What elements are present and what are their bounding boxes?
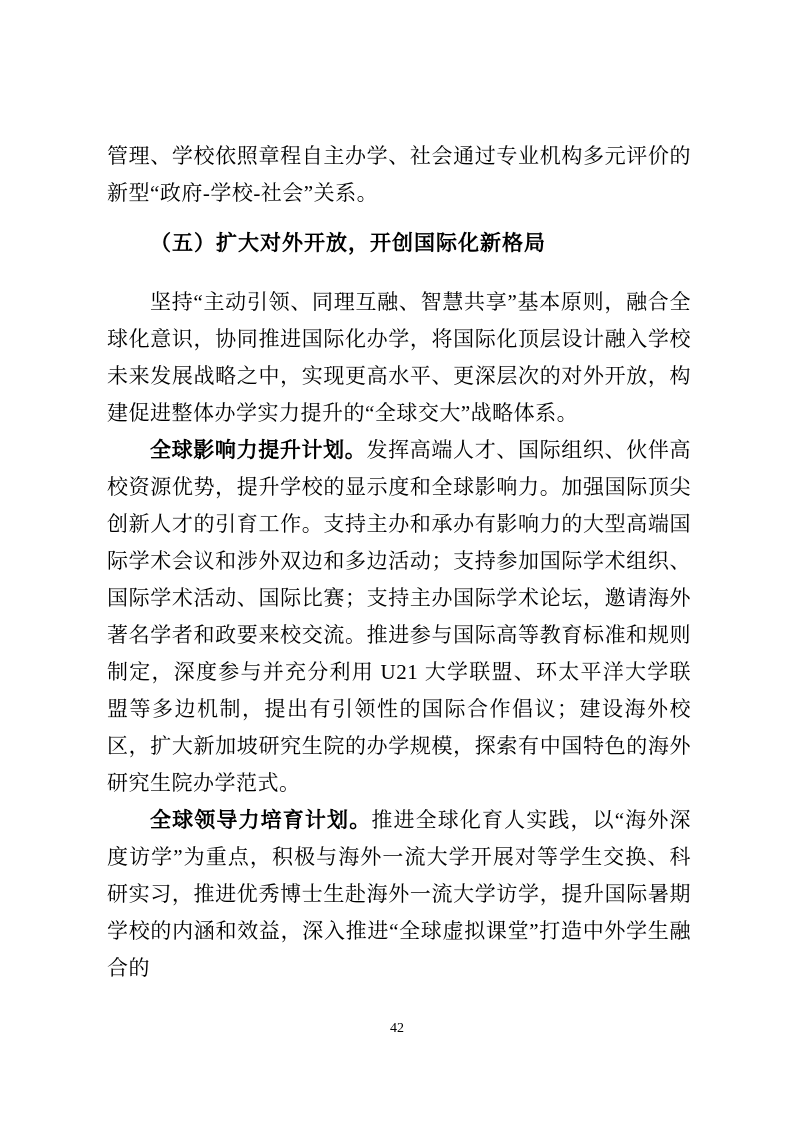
paragraph-basic-principles: [107, 284, 691, 432]
paragraph-text: 坚持“主动引领、同理互融、智慧共享”基本原则，融合全球化意识，协同推进国际化办学，将国际化顶层设计融入学校未来发展战略之中，实现更高水平、更深层次的对外开放，构建促进整体办学实力提升的“全球交大”战略体系。: [107, 290, 691, 425]
document-body: [107, 138, 691, 987]
section-heading: （五）扩大对外开放，开创国际化新格局: [150, 231, 546, 255]
page-number: 42: [390, 1021, 404, 1036]
paragraph-global-leadership-plan: [107, 802, 691, 987]
paragraph-text: 发挥高端人才、国际组织、伙伴高校资源优势，提升学校的显示度和全球影响力。加强国际顶尖创新人才的引育工作。支持主办和承办有影响力的大型高端国际学术会议和涉外双边和多边活动；支持参加国际学术组织、国际学术活动、国际比赛；支持主办国际学术论坛，邀请海外著名学者和政要来校交流。推进参与国际高等教育标准和规则制定，深度参与并充分利用 U21 大学联盟、环太平洋大学联盟等多边机制，提出有引领性的国际合作倡议；建设海外校区，扩大新加坡研究生院的办学规模，探索有中国特色的海外研究生院办学范式。: [107, 438, 692, 795]
paragraph-continuation: 管理、学校依照章程自主办学、社会通过专业机构多元评价的新型“政府-学校-社会”关系。: [107, 144, 691, 205]
paragraph-global-influence-plan: [107, 432, 691, 802]
paragraph-text: 推进全球化育人实践，以“海外深度访学”为重点，积极与海外一流大学开展对等学生交换、科研实习，推进优秀博士生赴海外一流大学访学，提升国际暑期学校的内涵和效益，深入推进“全球虚拟课堂”打造中外学生融合的: [107, 808, 691, 980]
paragraph-lead: 全球影响力提升计划。: [150, 438, 367, 462]
paragraph-lead: 全球领导力培育计划。: [150, 808, 372, 832]
